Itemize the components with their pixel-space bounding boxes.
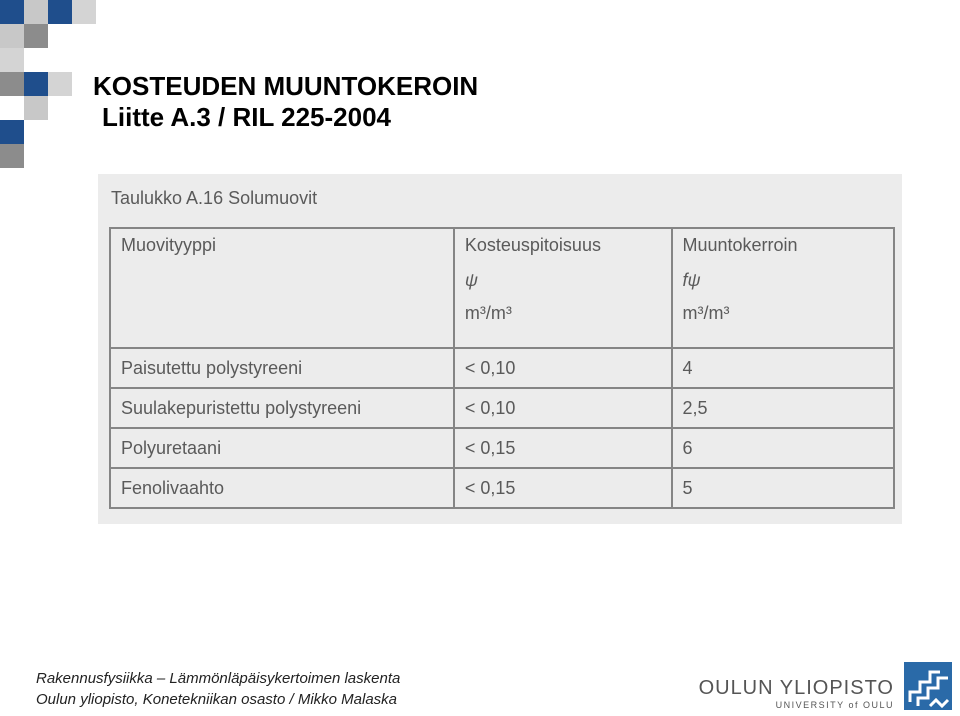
table-row [110,428,894,468]
header-moisture-symbol: ψ [464,270,478,290]
header-moisture-unit: m³/m³ [464,303,512,323]
cell-type: Polyuretaani [110,428,454,468]
cell-type: Suulakepuristettu polystyreeni [110,388,454,428]
cell-type: Fenolivaahto [110,468,454,508]
cell-factor: 6 [672,428,895,468]
cell-moisture: < 0,15 [454,428,672,468]
header-factor-label: Muuntokerroin [682,235,798,255]
title-block [93,70,478,132]
cell-factor: 4 [672,348,895,388]
cell-moisture: < 0,10 [454,388,672,428]
table-row [110,468,894,508]
data-table [109,227,895,509]
cell-factor: 5 [672,468,895,508]
header-moisture-label: Kosteuspitoisuus [464,235,601,255]
header-factor-unit: m³/m³ [682,303,730,323]
header-type [110,228,454,348]
table-row [110,388,894,428]
footer-line-1: Rakennusfysiikka – Lämmönläpäisykertoimen laskenta [36,670,401,687]
header-factor [672,228,895,348]
table-row [110,348,894,388]
footer [36,668,400,710]
table-header-row [110,228,894,348]
header-factor-symbol: fψ [682,270,701,290]
table-caption: Taulukko A.16 Solumuovit [111,188,318,208]
footer-line-2: Oulun yliopisto, Konetekniikan osasto / Mikko Malaska [36,691,398,708]
cell-factor: 2,5 [672,388,895,428]
cell-moisture: < 0,15 [454,468,672,508]
university-logo-text [699,677,894,711]
page-subtitle: Liitte A.3 / RIL 225-2004 [102,102,392,132]
header-moisture [454,228,672,348]
header-type-label: Muovityyppi [121,235,217,255]
page-title: KOSTEUDEN MUUNTOKEROIN [93,71,479,101]
university-subname: UNIVERSITY of OULU [775,700,894,710]
corner-mosaic [0,0,100,170]
cell-type: Paisutettu polystyreeni [110,348,454,388]
university-logo-icon [904,662,952,710]
university-name: OULUN YLIOPISTO [698,677,894,699]
scanned-table [98,174,902,524]
cell-moisture: < 0,10 [454,348,672,388]
